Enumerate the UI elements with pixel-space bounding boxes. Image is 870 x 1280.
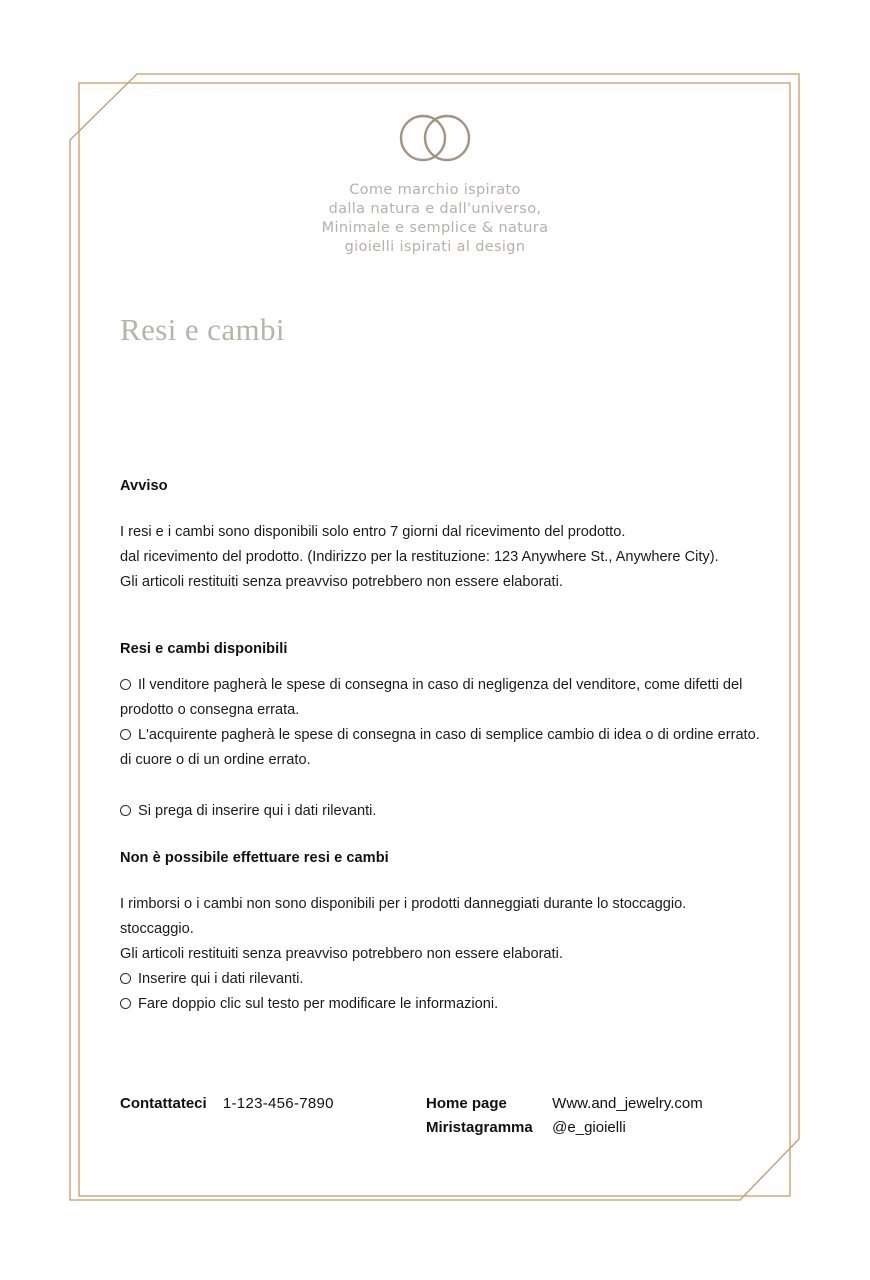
letterhead <box>0 108 870 257</box>
paragraph-line: Gli articoli restituiti senza preavviso potrebbero non essere elaborati. <box>120 574 563 590</box>
two-interlocking-rings-icon <box>387 108 483 168</box>
footer-homepage-label: Home page <box>426 1095 507 1112</box>
paragraph-line: I resi e i cambi sono disponibili solo entro 7 giorni dal ricevimento del prodotto. <box>120 524 626 540</box>
brand-tagline <box>0 181 870 257</box>
list-item-label: Inserire qui i dati rilevanti. <box>138 971 304 987</box>
list-item-label: L'acquirente pagherà le spese di consegna in caso di semplice cambio di idea o di ordine errato. <box>138 727 760 743</box>
list-item[interactable] <box>120 673 760 698</box>
brand-tagline-line: Come marchio ispirato <box>349 182 521 198</box>
radio-circle-icon[interactable] <box>120 679 131 690</box>
bullet-list-available <box>120 673 760 773</box>
brand-tagline-line: Minimale e semplice & natura <box>321 220 549 236</box>
brand-tagline-line: dalla natura e dall'universo, <box>328 201 542 217</box>
footer-instagram-label: Miristagramma <box>426 1119 533 1136</box>
list-item[interactable] <box>120 992 760 1017</box>
list-item-continuation: prodotto o consegna errata. <box>120 702 300 718</box>
paragraph-line: I rimborsi o i cambi non sono disponibili per i prodotti danneggiati durante lo stoccaggio. <box>120 896 687 912</box>
footer-contact-label: Contattateci <box>120 1095 207 1112</box>
list-item[interactable] <box>120 967 760 992</box>
paragraph-line: Gli articoli restituiti senza preavviso potrebbero non essere elaborati. <box>120 946 563 962</box>
section-heading-unavailable: Non è possibile effettuare resi e cambi <box>120 850 389 866</box>
radio-circle-icon[interactable] <box>120 973 131 984</box>
footer-instagram-row <box>426 1116 703 1140</box>
section-heading-available: Resi e cambi disponibili <box>120 641 288 657</box>
footer-homepage-value[interactable]: Www.and_jewelry.com <box>552 1095 703 1112</box>
section-heading-notice: Avviso <box>120 478 168 494</box>
radio-circle-icon[interactable] <box>120 805 131 816</box>
radio-circle-icon[interactable] <box>120 729 131 740</box>
radio-circle-icon[interactable] <box>120 998 131 1009</box>
list-item-continuation: di cuore o di un ordine errato. <box>120 752 311 768</box>
list-item-extra[interactable] <box>120 799 760 824</box>
footer-instagram-value[interactable]: @e_gioielli <box>552 1119 626 1136</box>
bullet-list-unavailable <box>120 967 760 1017</box>
paragraph-line: stoccaggio. <box>120 921 194 937</box>
footer-contact-value[interactable]: 1-123-456-7890 <box>222 1095 334 1112</box>
list-item[interactable] <box>120 723 760 748</box>
section-paragraph-notice <box>120 520 760 595</box>
document-body <box>120 478 760 1017</box>
list-item-label: Il venditore pagherà le spese di consegna in caso di negligenza del venditore, come difetti del <box>138 677 743 693</box>
list-item-label: Fare doppio clic sul testo per modificare le informazioni. <box>138 996 499 1012</box>
list-item-label: Si prega di inserire qui i dati rilevanti. <box>138 803 377 819</box>
footer-homepage-row <box>426 1092 703 1116</box>
footer-links <box>426 1092 703 1140</box>
brand-tagline-line: gioielli ispirati al design <box>344 239 526 255</box>
paragraph-line: dal ricevimento del prodotto. (Indirizzo per la restituzione: 123 Anywhere St., Anywhere City). <box>120 549 719 565</box>
page-title: Resi e cambi <box>120 312 285 347</box>
section-paragraph-unavailable <box>120 892 760 967</box>
footer-contact <box>120 1095 334 1112</box>
